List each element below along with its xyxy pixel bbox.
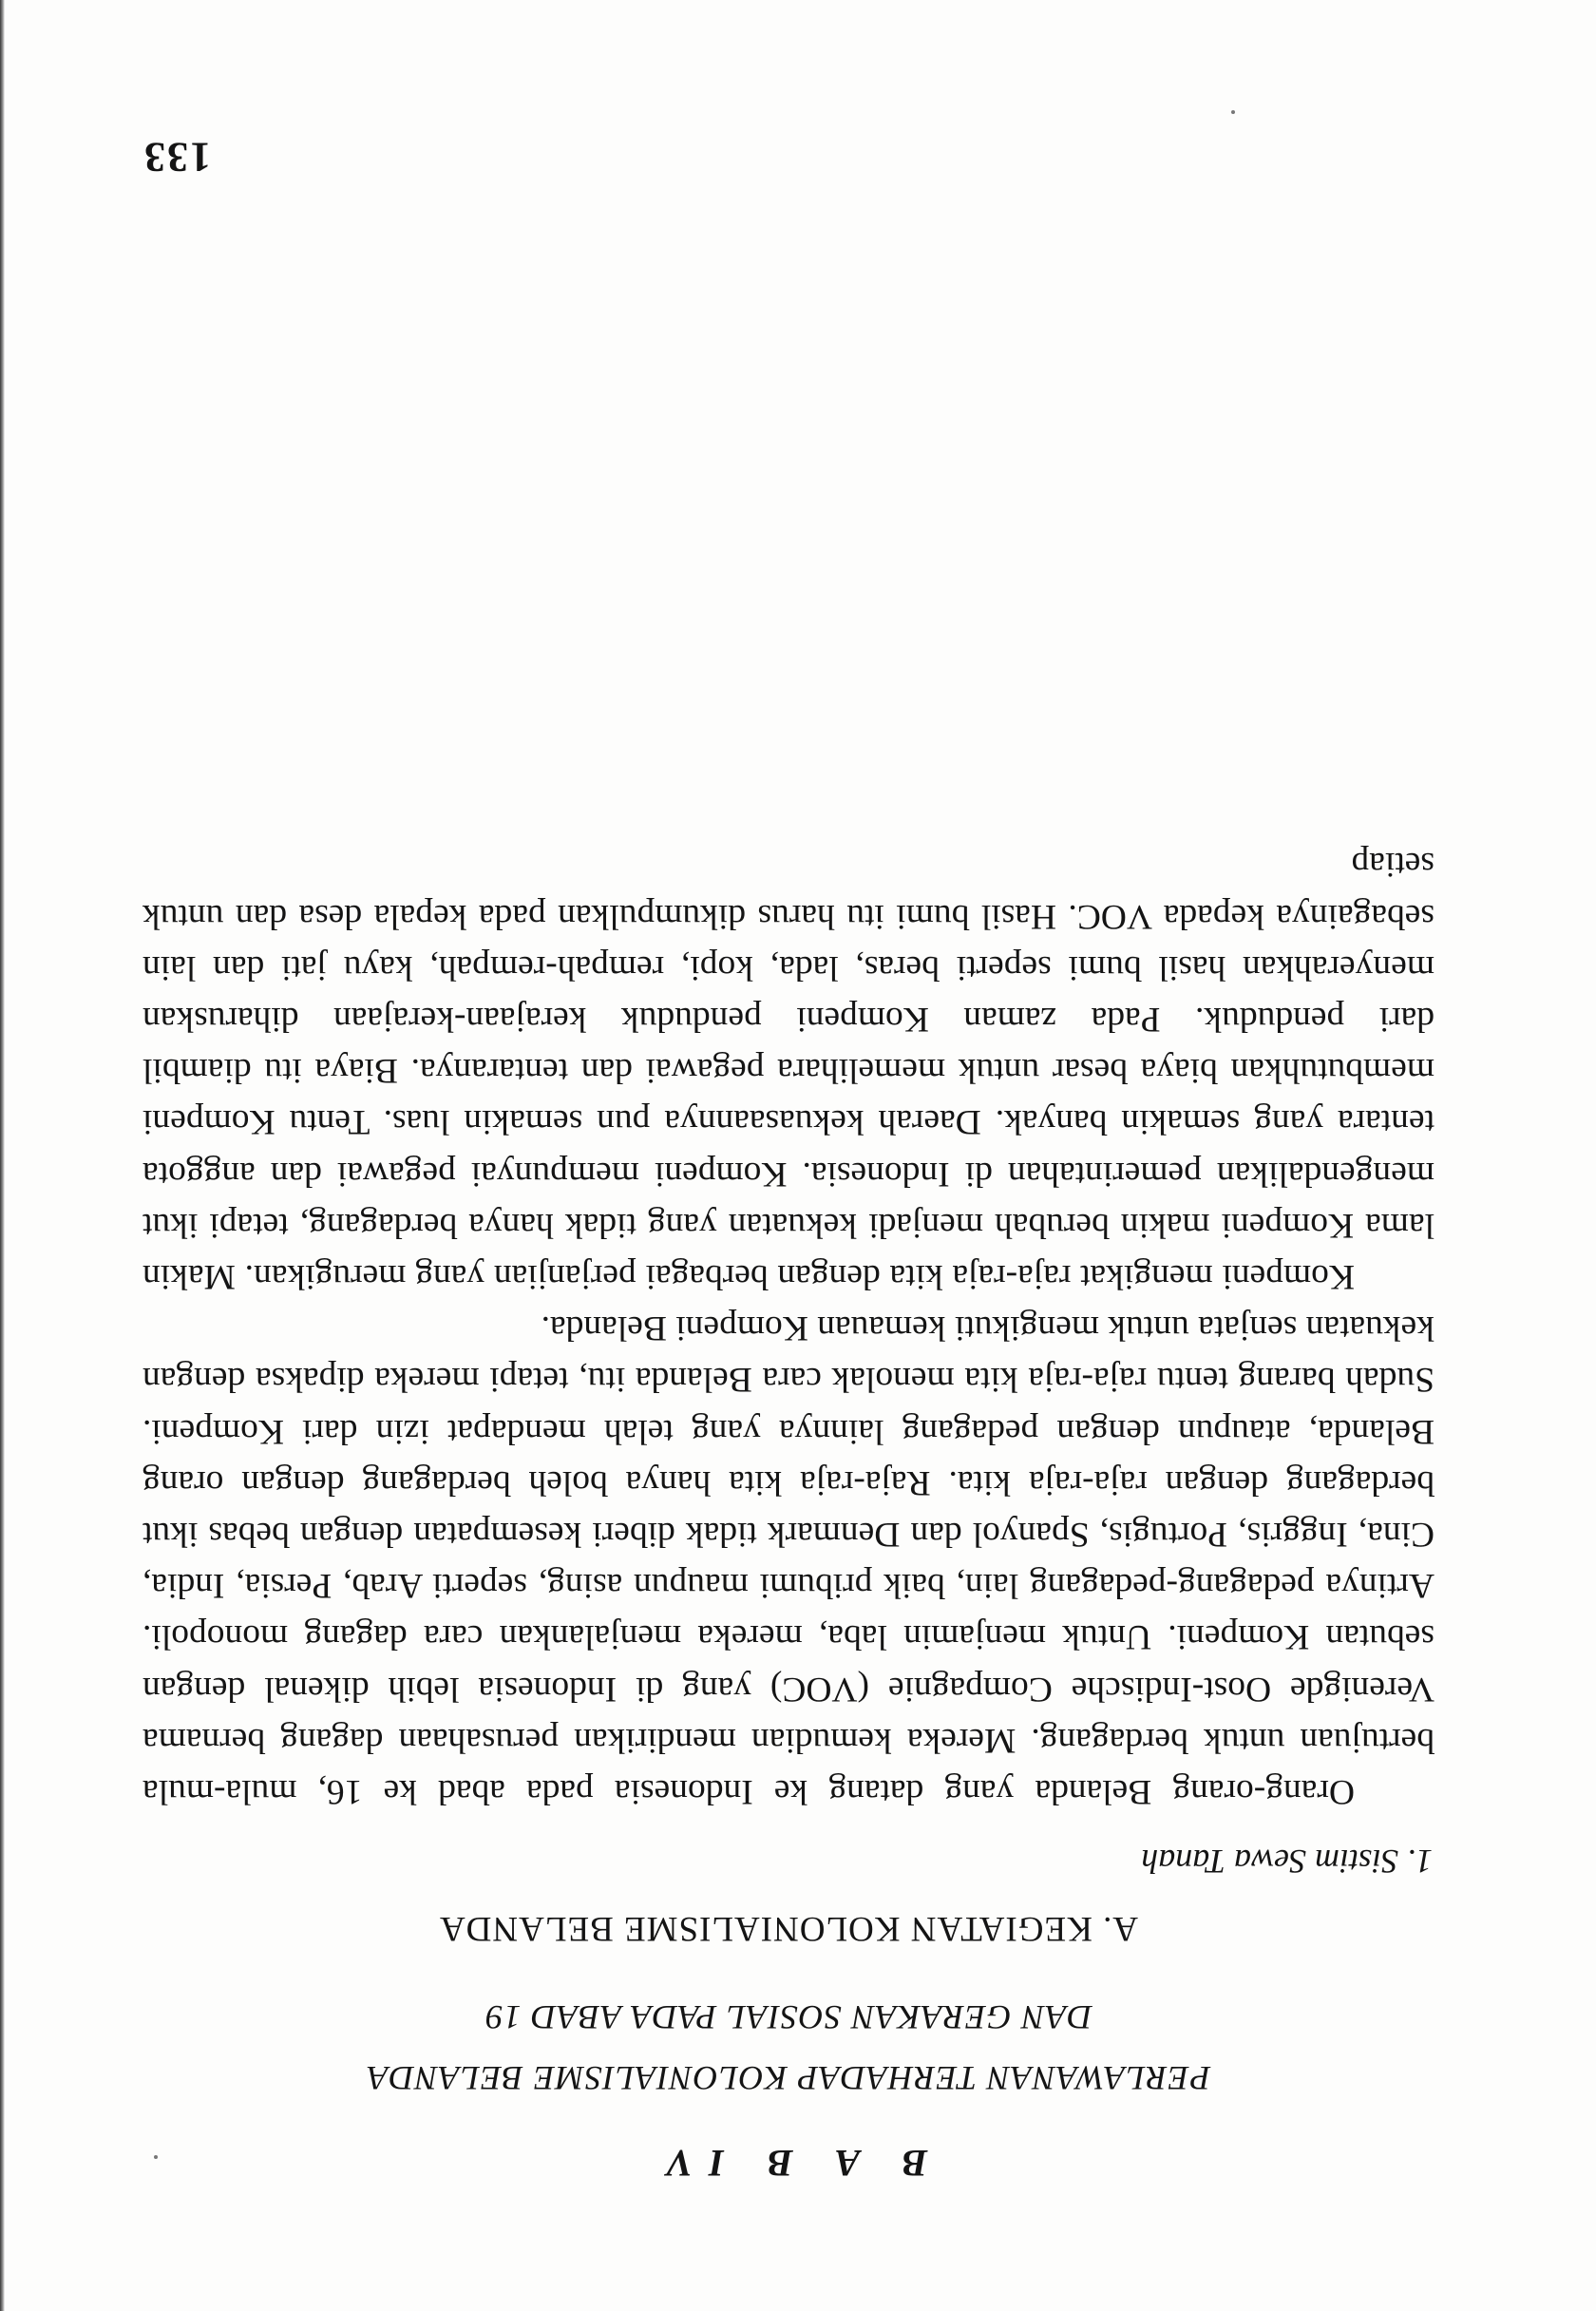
body-paragraph: Kompeni mengikat raja-raja kita dengan berbagai perjanjian yang merugikan. Makin lama Kompeni makin berubah menjadi kekuatan yang tidak hanya berdagang, tetapi ikut mengendalikan pemerintahan di Indonesia. Kompeni mempunyai pegawai dan anggota tentara yang semakin banyak. Daerah kekuasaannya pun semakin luas. Tentu Kompeni membutuhkan biaya besar untuk memelihara pegawai dan tentaranya. Biaya itu diambil dari penduduk. Pada zaman Kompeni penduduk kerajaan-kerajaan diharuskan menyerahkan hasil bumi seperti beras, lada, kopi, rempah-rempah, kayu jati dan lain sebagainya kepada VOC. Hasil bumi itu harus dikumpulkan pada kepala desa dan untuk setiap: [142, 845, 1434, 1296]
page-number: 133: [142, 134, 211, 181]
scan-speck: [1231, 110, 1235, 114]
section-heading: A. KEGIATAN KOLONIALISME BELANDA: [438, 1909, 1139, 1948]
chapter-title-line: DAN GERAKAN SOSIAL PADA ABAD 19: [484, 1998, 1092, 2036]
chapter-label: B A B IV: [649, 2142, 928, 2185]
subsection-heading: 1. Sistim Sewa Tanah: [1141, 1843, 1433, 1881]
body-paragraph: Orang-orang Belanda yang datang ke Indonesia pada abad ke 16, mula-mula bertujuan untuk berdagang. Mereka kemudian mendirikan perusahaan dagang bernama Verenigde Oost-Indische Compagnie (VOC) yang di Indonesia lebih dikenal dengan sebutan Kompeni. Untuk menjamin laba, mereka menjalankan cara dagang monopoli. Artinya pedagang-pedagang lain, baik pribumi maupun asing, seperti Arab, Persia, India, Cina, Inggris, Portugis, Spanyol dan Denmark tidak diberi kesempatan dengan bebas ikut berdagang dengan raja-raja kita. Raja-raja kita hanya boleh berdagang dengan orang Belanda, ataupun dengan pedagang lainnya yang telah mendapat izin dari Kompeni. Sudah barang tentu raja-raja kita menolak cara Belanda itu, tetapi mereka dipaksa dengan kekuatan senjata untuk mengikuti kemauan Kompeni Belanda.: [142, 1308, 1434, 1811]
chapter-title-line: PERLAWANAN TERHADAP KOLONIALISME BELANDA: [366, 2059, 1211, 2097]
chapter-title: [142, 1987, 1434, 2109]
binding-edge: [0, 0, 5, 2311]
page-content-rotated: [142, 133, 1434, 2186]
